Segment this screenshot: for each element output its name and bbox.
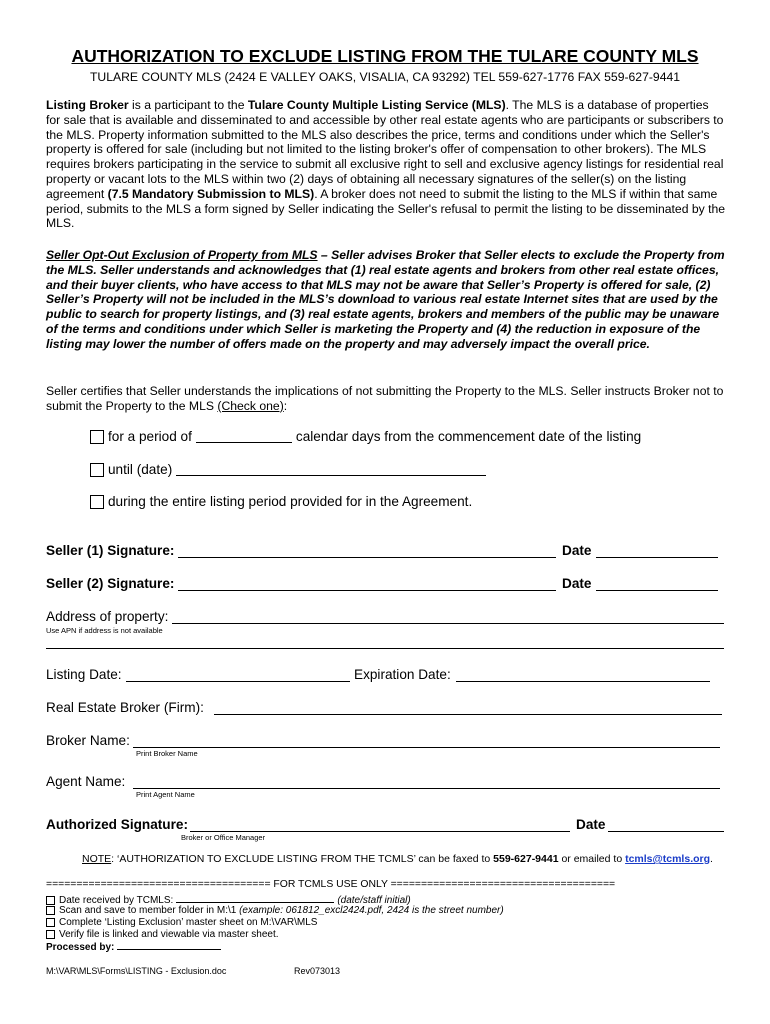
complete-label: Complete ‘Listing Exclusion’ master sheet on M:\VAR\MLS <box>59 917 318 928</box>
check-one-label: (Check one) <box>217 398 284 413</box>
scan-checkbox[interactable] <box>46 906 55 915</box>
until-label: until (date) <box>108 462 173 477</box>
agent-name-label: Agent Name: <box>46 774 126 789</box>
processed-line[interactable] <box>117 940 221 950</box>
print-agent-note: Print Agent Name <box>136 790 195 799</box>
seller2-date-line[interactable] <box>596 590 718 591</box>
authorized-signature-line[interactable] <box>190 831 570 832</box>
intro-text-2: . The MLS is a database of properties for sale that is available and disseminated to and accessible by other real estate agents who are participants or subscribers to the MLS. Property information submitted to the MLS also describes the price, terms and conditions under which the Seller's property is offered for sale (including but not limited to the listing broker's offer of compensation to other brokers). The MLS requires brokers participating in the service to submit all exclusive right to sell and exclusive agency listings for residential real property or vacant lots to the MLS within two (2) days of obtaining all necessary signatures of the seller(s) on the listing agreement <box>46 98 724 201</box>
form-title: AUTHORIZATION TO EXCLUDE LISTING FROM THE TULARE COUNTY MLS <box>71 46 699 66</box>
entire-label: during the entire listing period provided for in the Agreement. <box>108 494 473 509</box>
address-label: Address of property: <box>46 609 169 624</box>
seller1-date-label: Date <box>562 543 592 558</box>
seller2-signature-label: Seller (2) Signature: <box>46 576 175 591</box>
checkbox-entire[interactable] <box>90 495 104 509</box>
verify-label: Verify file is linked and viewable via master sheet. <box>59 929 279 940</box>
listing-date-label: Listing Date: <box>46 667 122 682</box>
verify-checkbox[interactable] <box>46 930 55 939</box>
note-text: : ‘AUTHORIZATION TO EXCLUDE LISTING FROM THE TCMLS’ can be faxed to <box>111 853 494 865</box>
fax-note <box>82 853 713 865</box>
certify-colon: : <box>283 398 288 413</box>
certify-paragraph <box>46 384 726 414</box>
authorized-date-label: Date <box>576 817 606 832</box>
processed-label: Processed by: <box>46 942 115 953</box>
intro-paragraph <box>46 98 726 231</box>
certify-text: Seller certifies that Seller understands the implications of not submitting the Property to the MLS. Seller instructs Broker not to submit the Property to the MLS <box>46 384 724 413</box>
option-until <box>90 462 486 477</box>
seller1-signature-label: Seller (1) Signature: <box>46 543 175 558</box>
optout-heading: Seller Opt-Out Exclusion of Property from MLS <box>46 248 318 262</box>
broker-name-label: Broker Name: <box>46 733 130 748</box>
fax-number: 559-627-9441 <box>493 853 559 865</box>
email-link[interactable]: tcmls@tcmls.org <box>625 853 711 865</box>
period-prefix: for a period of <box>108 429 192 444</box>
broker-firm-line[interactable] <box>214 714 722 715</box>
until-date-field[interactable] <box>176 463 486 476</box>
received-checkbox[interactable] <box>46 896 55 905</box>
optout-paragraph <box>46 248 726 352</box>
footer-file-path: M:\VAR\MLS\Forms\LISTING - Exclusion.doc <box>46 966 227 976</box>
form-subtitle: TULARE COUNTY MLS (2424 E VALLEY OAKS, VISALIA, CA 93292) TEL 559-627-1776 FAX 559-627-9441 <box>89 70 681 84</box>
tcmls-use-header: ===================================== FOR TCMLS USE ONLY ===================================== <box>46 879 616 890</box>
mls-service-name: Tulare County Multiple Listing Service (MLS) <box>247 98 506 112</box>
broker-office-note: Broker or Office Manager <box>181 833 266 842</box>
scan-label: Scan and save to member folder in M:\1 <box>59 905 240 916</box>
intro-text-3: . A broker does not need to submit the listing to the MLS if within that same period, submits to the MLS a form signed by Seller indicating the Seller's refusal to permit the listing to be disseminated by the MLS. <box>46 186 726 231</box>
note-end: . <box>710 853 713 865</box>
period-suffix: calendar days from the commencement date of the listing <box>295 429 642 444</box>
office-scan-row <box>46 905 504 916</box>
complete-checkbox[interactable] <box>46 918 55 927</box>
optout-body: – Seller advises Broker that Seller elects to exclude the Property from the MLS. Seller understands and acknowledges that (1) real estate agents and brokers from other real estate offices, and their buyer clients, who have access to that MLS may not be aware that Seller’s Property is offered for sale, (2) Seller’s Property will not be included in the MLS’s download to various real estate Internet sites that are used by the public to search for property listings, and (3) real estate agents, brokers and members of the public may be unaware of the terms and conditions under which Seller is marketing the Property and (4) the reduction in exposure of the listing may lower the number of offers made on the property and may adversely impact the overall price. <box>46 248 725 351</box>
scan-example: (example: 061812_excl2424.pdf, 2424 is the street number) <box>239 905 504 916</box>
seller1-signature-line[interactable] <box>178 557 556 558</box>
option-entire <box>90 494 472 509</box>
received-line[interactable] <box>176 893 334 903</box>
seller2-signature-line[interactable] <box>178 590 556 591</box>
listing-date-line[interactable] <box>126 681 350 682</box>
checkbox-period[interactable] <box>90 430 104 444</box>
apn-note: Use APN if address is not available <box>46 626 163 635</box>
seller2-date-label: Date <box>562 576 592 591</box>
office-complete-row <box>46 917 317 928</box>
intro-text-1: is a participant to the <box>128 98 248 112</box>
address-line[interactable] <box>172 623 724 624</box>
agent-name-line[interactable] <box>133 788 720 789</box>
broker-firm-label: Real Estate Broker (Firm): <box>46 700 204 715</box>
expiration-date-label: Expiration Date: <box>354 667 451 682</box>
print-broker-note: Print Broker Name <box>136 749 198 758</box>
footer-revision: Rev073013 <box>294 966 341 976</box>
office-processed-row <box>46 940 221 953</box>
seller1-date-line[interactable] <box>596 557 718 558</box>
received-label: Date received by TCMLS: <box>59 895 174 906</box>
broker-name-line[interactable] <box>133 747 720 748</box>
listing-broker-label: Listing Broker <box>46 98 129 112</box>
address-line-2[interactable] <box>46 648 724 649</box>
note-or: or emailed to <box>558 853 626 865</box>
received-note: (date/staff initial) <box>337 895 411 906</box>
checkbox-until[interactable] <box>90 463 104 477</box>
note-label: NOTE <box>82 853 112 865</box>
mandatory-submission: (7.5 Mandatory Submission to MLS) <box>107 186 315 201</box>
authorized-signature-label: Authorized Signature: <box>46 817 188 832</box>
authorized-date-line[interactable] <box>608 831 724 832</box>
office-verify-row <box>46 929 279 940</box>
expiration-date-line[interactable] <box>456 681 710 682</box>
period-days-field[interactable] <box>196 430 292 443</box>
option-period <box>90 429 641 444</box>
